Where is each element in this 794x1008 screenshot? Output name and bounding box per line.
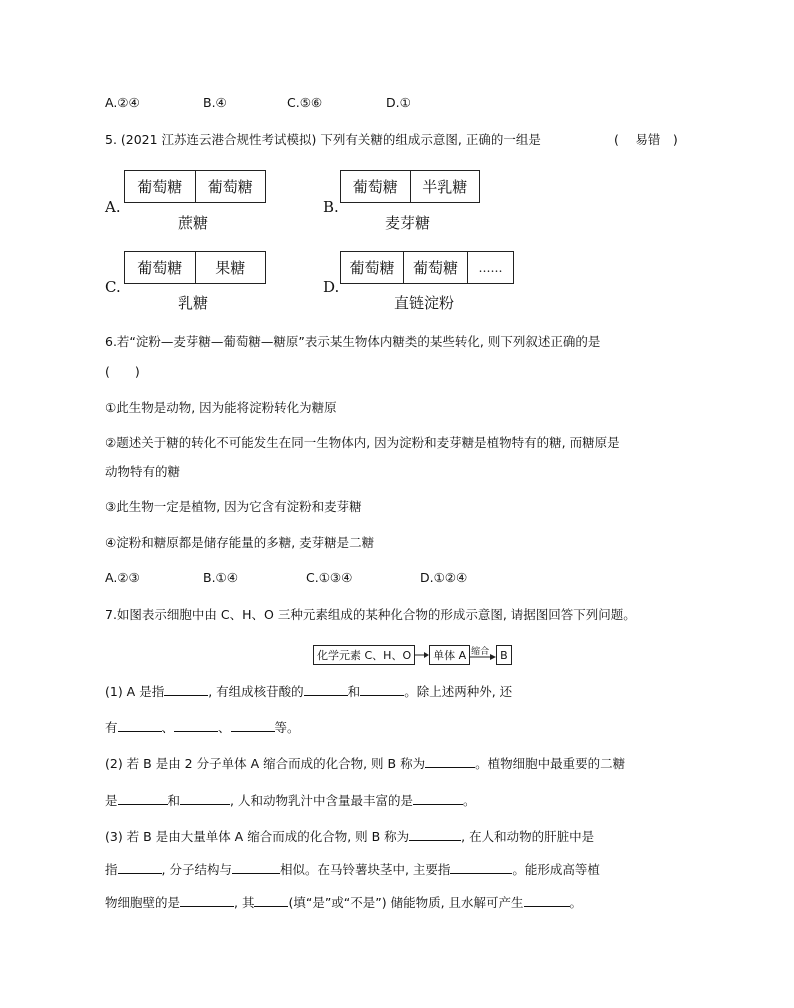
- q5-letter-c: C.: [105, 278, 121, 296]
- q4-option-a: A.②④: [105, 95, 140, 110]
- q7-part1-line2: [105, 719, 300, 736]
- answer-blank[interactable]: [232, 861, 280, 874]
- q6-option-b: B.①④: [203, 570, 238, 585]
- q5-b-cell-1: 葡萄糖: [341, 171, 411, 202]
- q5-diagram-b: [340, 170, 480, 203]
- q7-p3-text: , 分子结构与: [161, 862, 232, 877]
- q7-flow-condense-arrow: [470, 645, 496, 665]
- q6-statement-2b: 动物特有的糖: [105, 464, 181, 479]
- q5-c-cell-2: 果糖: [215, 259, 246, 277]
- q7-p1-text: 等。: [274, 720, 300, 735]
- q7-part1-line1: [105, 683, 512, 700]
- q7-p3-text: (填“是”或“不是”) 储能物质, 且水解可产生: [288, 895, 524, 910]
- q5-d-cell-3: ……: [478, 260, 503, 275]
- q5-a-cell-2: 葡萄糖: [207, 178, 253, 196]
- q7-p3-text: 相似。在马铃薯块茎中, 主要指: [279, 862, 451, 877]
- answer-blank[interactable]: [524, 894, 570, 907]
- q7-flow-condense-label: 缩合: [471, 647, 490, 657]
- arrow-right-icon: [415, 650, 429, 660]
- q5-d-cell-2: 葡萄糖: [404, 252, 468, 283]
- arrow-right-icon: [470, 645, 496, 665]
- answer-blank[interactable]: [180, 792, 230, 805]
- q7-flow-diagram: [313, 644, 512, 666]
- answer-blank[interactable]: [409, 828, 461, 841]
- q7-p1-text: (1) A 是指: [105, 684, 165, 699]
- answer-blank[interactable]: [254, 894, 288, 907]
- q7-part2-line2: [105, 792, 476, 809]
- q6-option-a: A.②③: [105, 570, 140, 585]
- q5-letter-b: B.: [323, 198, 339, 216]
- q7-p1-text: 、: [161, 720, 175, 735]
- q7-p3-text: 。能形成高等植: [512, 862, 600, 877]
- q7-p1-text: 。除上述两种外, 还: [404, 684, 513, 699]
- answer-blank[interactable]: [118, 719, 162, 732]
- q5-stem: 5. (2021 江苏连云港合规性考试模拟) 下列有关糖的组成示意图, 正确的一组是: [105, 132, 541, 147]
- q7-part3-line3: [105, 894, 582, 911]
- q7-p1-text: 、: [218, 720, 231, 735]
- q7-p3-text: 物细胞壁的是: [105, 895, 181, 910]
- q5-label-b: 麦芽糖: [385, 214, 431, 232]
- q6-statement-4: ④淀粉和糖原都是储存能量的多糖, 麦芽糖是二糖: [105, 535, 375, 550]
- answer-blank[interactable]: [180, 894, 234, 907]
- q5-b-cell-2: 半乳糖: [422, 178, 468, 196]
- q6-statement-1: ①此生物是动物, 因为能将淀粉转化为糖原: [105, 400, 337, 415]
- q4-option-d: D.①: [386, 95, 411, 110]
- q5-letter-a: A.: [105, 198, 121, 216]
- q5-label-c: 乳糖: [178, 294, 209, 312]
- q4-option-b: B.④: [203, 95, 227, 110]
- q7-p2-text: , 人和动物乳汁中含量最丰富的是: [230, 793, 413, 808]
- q7-p2-text: 是: [105, 793, 118, 808]
- q5-diagram-a: [124, 170, 266, 203]
- q5-c-cell-1: 葡萄糖: [125, 252, 196, 283]
- answer-blank[interactable]: [231, 719, 275, 732]
- q7-p2-text: 。植物细胞中最重要的二糖: [475, 756, 626, 771]
- answer-blank[interactable]: [118, 792, 168, 805]
- q7-p2-text: 和: [167, 793, 181, 808]
- q6-statement-3: ③此生物一定是植物, 因为它含有淀粉和麦芽糖: [105, 499, 362, 514]
- q7-p2-text: 。: [462, 793, 476, 808]
- answer-blank[interactable]: [304, 683, 348, 696]
- q7-flow-compound: B: [496, 645, 512, 665]
- q6-stem: 6.若“淀粉—麦芽糖—葡萄糖—糖原”表示某生物体内糖类的某些转化, 则下列叙述正确的是: [105, 334, 601, 349]
- q7-flow-monomer: 单体 A: [429, 645, 470, 665]
- q7-stem: 7.如图表示细胞中由 C、H、O 三种元素组成的某种化合物的形成示意图, 请据图回答下列问题。: [105, 607, 636, 622]
- q7-flow-elements: 化学元素 C、H、O: [313, 645, 415, 665]
- q5-label-a: 蔗糖: [178, 214, 209, 232]
- q5-a-cell-1: 葡萄糖: [125, 171, 196, 202]
- q7-p3-text: , 在人和动物的肝脏中是: [461, 829, 595, 844]
- answer-blank[interactable]: [360, 683, 404, 696]
- q7-p1-text: , 有组成核苷酸的: [208, 684, 304, 699]
- q5-diagram-d: [340, 251, 514, 284]
- q7-part2-line1: [105, 755, 625, 772]
- answer-blank[interactable]: [164, 683, 208, 696]
- q4-option-c: C.⑤⑥: [287, 95, 323, 110]
- q5-diagram-c: [124, 251, 266, 284]
- q5-label-d: 直链淀粉: [394, 294, 455, 312]
- q7-p1-text: 和: [347, 684, 361, 699]
- q6-option-d: D.①②④: [420, 570, 468, 585]
- answer-blank[interactable]: [118, 861, 162, 874]
- q5-tag: ( 易错 ): [614, 132, 678, 147]
- q6-statement-2a: ②题述关于糖的转化不可能发生在同一生物体内, 因为淀粉和麦芽糖是植物特有的糖, 而糖原是: [105, 435, 620, 450]
- q5-d-cell-1: 葡萄糖: [341, 252, 404, 283]
- q7-p1-text: 有: [105, 720, 118, 735]
- q7-p3-text: 。: [569, 895, 583, 910]
- q7-part3-line1: [105, 828, 594, 845]
- q7-p3-text: 指: [105, 862, 118, 877]
- answer-blank[interactable]: [425, 755, 475, 768]
- q7-p3-text: , 其: [234, 895, 255, 910]
- answer-blank[interactable]: [174, 719, 218, 732]
- answer-blank[interactable]: [450, 861, 512, 874]
- answer-blank[interactable]: [413, 792, 463, 805]
- q5-letter-d: D.: [323, 278, 340, 296]
- q6-paren: ( ): [105, 364, 140, 379]
- q7-p3-text: (3) 若 B 是由大量单体 A 缩合而成的化合物, 则 B 称为: [105, 829, 410, 844]
- q7-part3-line2: [105, 861, 600, 878]
- q7-p2-text: (2) 若 B 是由 2 分子单体 A 缩合而成的化合物, 则 B 称为: [105, 756, 426, 771]
- q6-option-c: C.①③④: [306, 570, 353, 585]
